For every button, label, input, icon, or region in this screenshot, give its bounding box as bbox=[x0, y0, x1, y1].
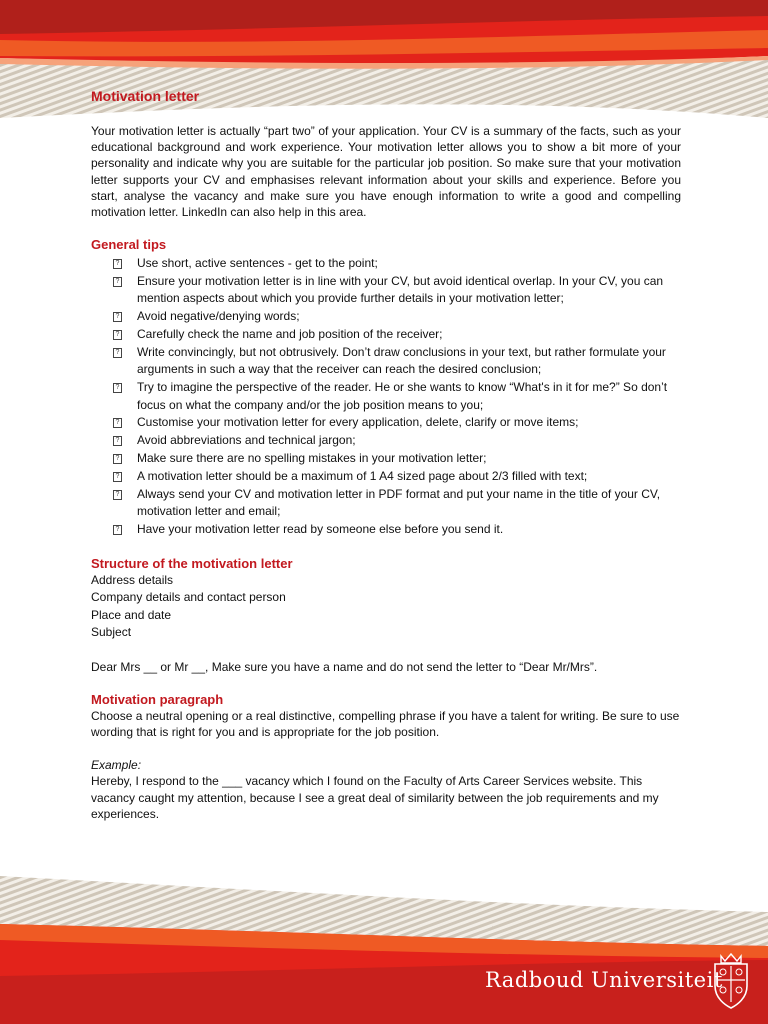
salutation-text: Dear Mrs __ or Mr __, Make sure you have a name and do not send the letter to “Dear Mr/Mrs”. bbox=[91, 659, 598, 674]
bullet-box-icon: ? bbox=[113, 330, 122, 340]
bullet-box-icon: ? bbox=[113, 472, 122, 482]
bullet-box-icon: ? bbox=[113, 454, 122, 464]
structure-lines bbox=[91, 572, 681, 642]
university-logo-text: Radboud Universiteit bbox=[485, 968, 723, 992]
list-item: ? Always send your CV and motivation letter in PDF format and put your name in the title of your CV, motivation letter and email; bbox=[91, 486, 681, 521]
bullet-box-icon: ? bbox=[113, 312, 122, 322]
list-item: ? Try to imagine the perspective of the reader. He or she wants to know “What's in it for me?” So don’t focus on what the company and/or the job position means to you; bbox=[91, 379, 681, 414]
general-tips-heading: General tips bbox=[91, 237, 167, 253]
structure-heading: Structure of the motivation letter bbox=[91, 555, 293, 571]
list-item: ? A motivation letter should be a maximum of 1 A4 sized page about 2/3 filled with text; bbox=[91, 468, 681, 485]
list-item: ? Have your motivation letter read by someone else before you send it. bbox=[91, 521, 681, 538]
document-body bbox=[91, 86, 681, 822]
structure-line: Subject bbox=[91, 625, 132, 639]
motivation-paragraph-heading: Motivation paragraph bbox=[91, 691, 224, 707]
intro-paragraph: Your motivation letter is actually “part two” of your application. Your CV is a summary of the facts, such as your educational background and work experience. Your motivation letter allows you to show a bit more of your personality and indicate why you are suitable for the particular job position. So make sure that your motivation letter supports your CV and emphasises relevant information about your skills and experience. Before you start, analyse the vacancy and make sure you have enough information to write a good and compelling motivation letter. LinkedIn can also help in this area. bbox=[91, 124, 681, 220]
motivation-paragraph-text: Choose a neutral opening or a real distinctive, compelling phrase if you have a talent for writing. Be sure to use wording that is right for you and is appropriate for the job position. bbox=[91, 708, 680, 739]
structure-line: Place and date bbox=[91, 607, 172, 622]
page-title: Motivation letter bbox=[91, 88, 200, 104]
list-item: ? Avoid negative/denying words; bbox=[91, 308, 681, 325]
structure-line: Address details bbox=[91, 572, 174, 587]
footer-decorative-band bbox=[0, 876, 768, 1024]
list-item: ? Avoid abbreviations and technical jargon; bbox=[91, 432, 681, 449]
structure-line: Company details and contact person bbox=[91, 590, 286, 604]
list-item: ? Ensure your motivation letter is in line with your CV, but avoid identical overlap. In your CV, you can mention aspects about which you provide further details in your motivation letter; bbox=[91, 273, 681, 308]
example-text: Hereby, I respond to the ___ vacancy which I found on the Faculty of Arts Career Services website. This vacancy caught my attention, because I see a great deal of similarity between the job requirements and my experiences. bbox=[91, 774, 659, 821]
list-item: ? Use short, active sentences - get to the point; bbox=[91, 255, 681, 272]
bullet-box-icon: ? bbox=[113, 490, 122, 500]
bullet-box-icon: ? bbox=[113, 436, 122, 446]
list-item: ? Write convincingly, but not obtrusively. Don’t draw conclusions in your text, but rather formulate your arguments in such a way that the receiver can reach the desired conclusion; bbox=[91, 344, 681, 379]
list-item: ? Customise your motivation letter for every application, delete, clarify or move items; bbox=[91, 414, 681, 431]
example-label: Example: bbox=[91, 758, 142, 773]
list-item: ? Carefully check the name and job position of the receiver; bbox=[91, 326, 681, 343]
bullet-box-icon: ? bbox=[113, 348, 122, 358]
bullet-box-icon: ? bbox=[113, 277, 122, 287]
bullet-box-icon: ? bbox=[113, 259, 122, 269]
general-tips-list bbox=[91, 255, 681, 538]
university-crest-icon bbox=[707, 950, 755, 1010]
bullet-box-icon: ? bbox=[113, 418, 122, 428]
bullet-box-icon: ? bbox=[113, 383, 122, 393]
list-item: ? Make sure there are no spelling mistakes in your motivation letter; bbox=[91, 450, 681, 467]
bullet-box-icon: ? bbox=[113, 525, 122, 535]
